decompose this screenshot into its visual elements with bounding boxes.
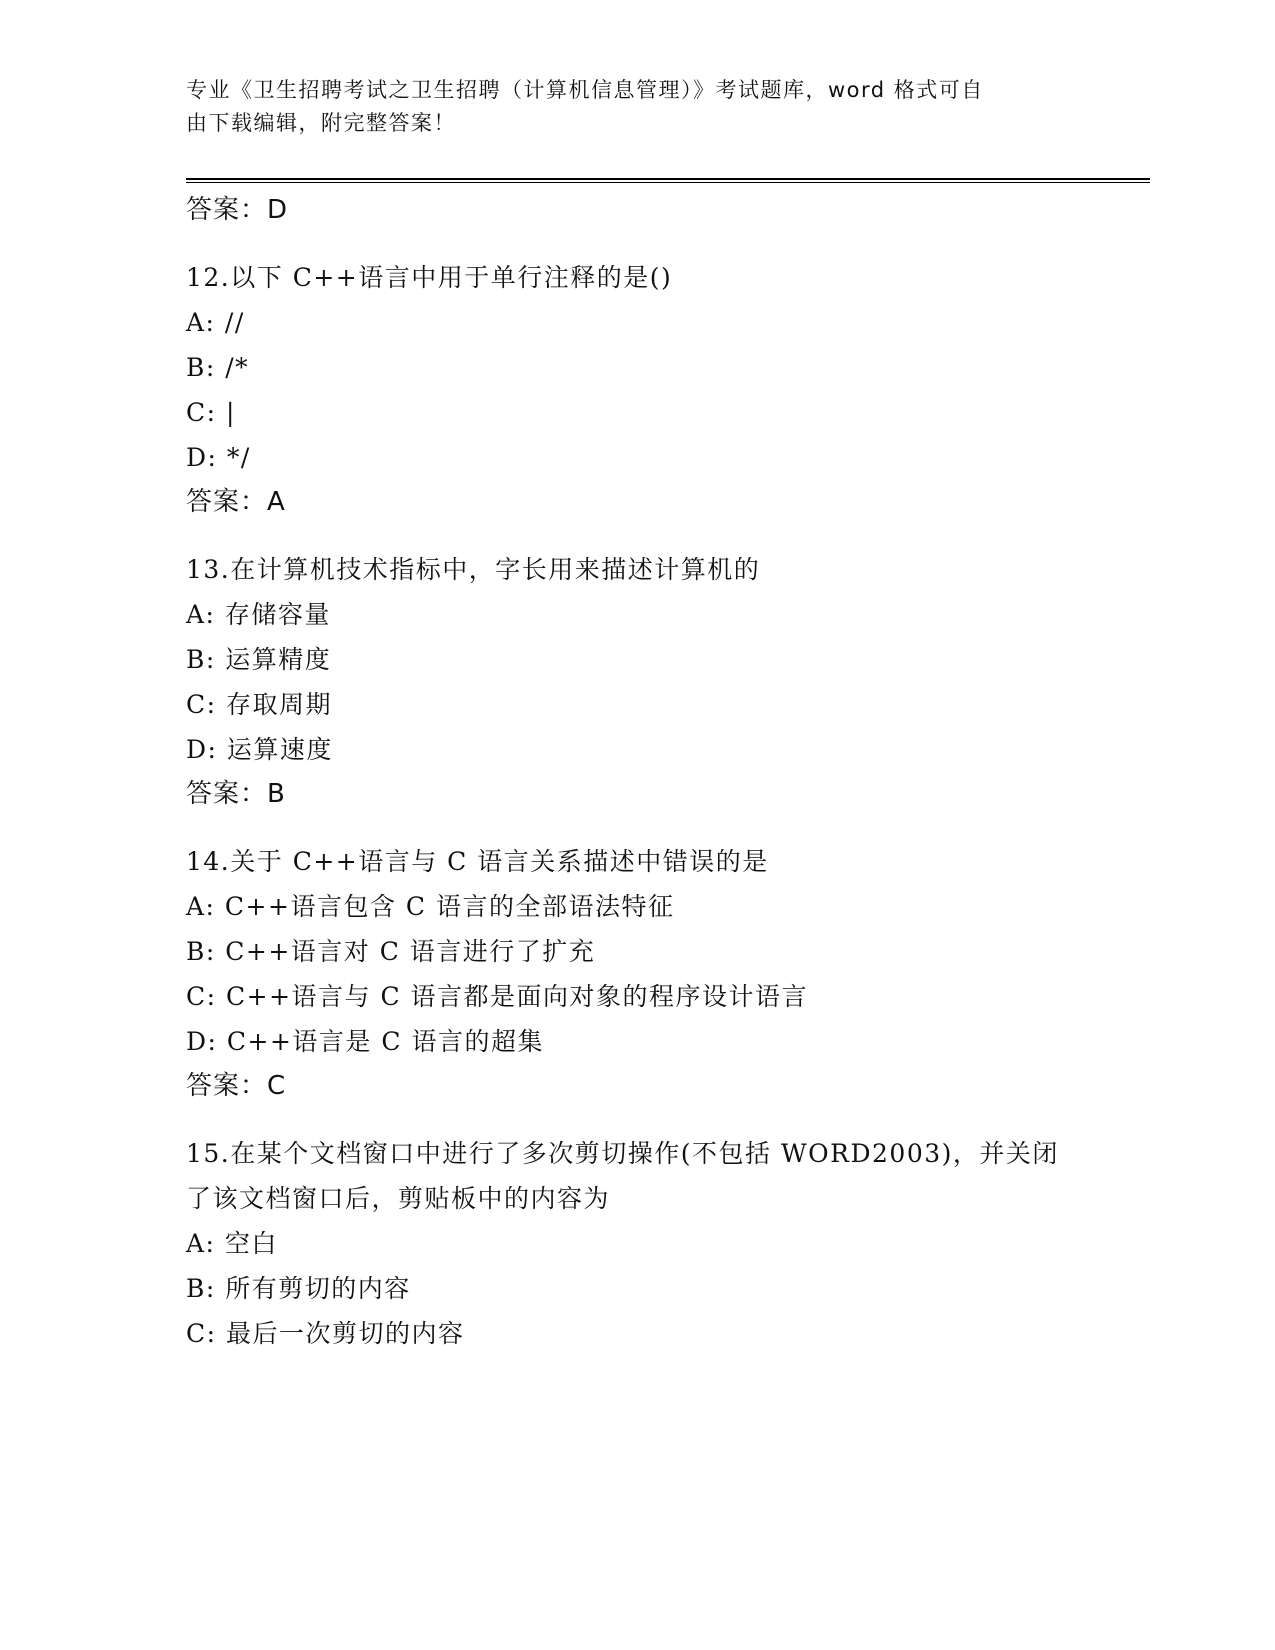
option-d: D: 运算速度 <box>186 735 333 764</box>
option-c: C: 最后一次剪切的内容 <box>186 1319 465 1348</box>
question-title: 12.以下 C++语言中用于单行注释的是() <box>186 263 673 292</box>
question-title: 14.关于 C++语言与 C 语言关系描述中错误的是 <box>186 847 769 876</box>
header-divider-thick <box>186 178 1150 180</box>
option-b: B: 运算精度 <box>186 645 332 674</box>
option-c: C: C++语言与 C 语言都是面向对象的程序设计语言 <box>186 982 809 1011</box>
answer: 答案：B <box>186 779 286 809</box>
question-15 <box>186 1131 1086 1356</box>
option-a: A: 空白 <box>186 1229 278 1258</box>
question-12 <box>186 255 1086 525</box>
option-a: A: 存储容量 <box>186 600 331 629</box>
question-14 <box>186 839 1086 1109</box>
document-body <box>186 188 1086 1356</box>
question-13 <box>186 547 1086 817</box>
answer-prev: 答案：D <box>186 195 289 225</box>
answer: 答案：A <box>186 487 286 517</box>
option-b: B: 所有剪切的内容 <box>186 1274 411 1303</box>
question-title-line-1: 15.在某个文档窗口中进行了多次剪切操作(不包括 WORD2003)，并关闭 <box>186 1139 1059 1168</box>
header-line-2: 由下载编辑，附完整答案！ <box>186 111 456 135</box>
header-line-1: 专业《卫生招聘考试之卫生招聘（计算机信息管理）》考试题库，word 格式可自 <box>186 78 984 102</box>
option-a: A: // <box>186 308 245 337</box>
header-divider-thin <box>186 182 1150 183</box>
option-c: C: 存取周期 <box>186 690 332 719</box>
option-d: D: */ <box>186 443 251 472</box>
document-header <box>186 74 1086 140</box>
option-d: D: C++语言是 C 语言的超集 <box>186 1027 544 1056</box>
answer: 答案：C <box>186 1071 287 1101</box>
option-b: B: /* <box>186 353 250 382</box>
question-title: 13.在计算机技术指标中，字长用来描述计算机的 <box>186 555 761 584</box>
question-title-line-2: 了该文档窗口后，剪贴板中的内容为 <box>186 1184 611 1213</box>
option-a: A: C++语言包含 C 语言的全部语法特征 <box>186 892 675 921</box>
option-b: B: C++语言对 C 语言进行了扩充 <box>186 937 596 966</box>
option-c: C: | <box>186 398 236 427</box>
